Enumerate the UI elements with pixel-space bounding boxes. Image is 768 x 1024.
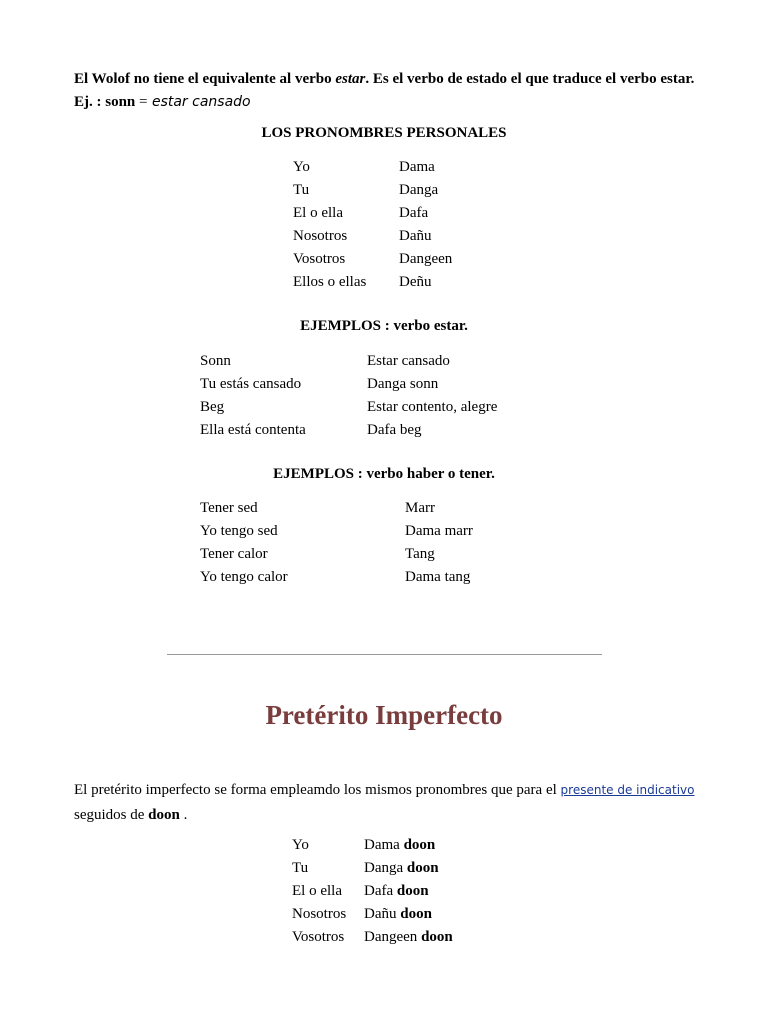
intro-text-2: . Es el verbo de estado el que traduce el verbo estar. Ej. : sonn bbox=[74, 71, 695, 110]
cell-left: Tener sed bbox=[200, 500, 258, 516]
cell-left: Tu bbox=[293, 182, 310, 198]
cell-right bbox=[405, 520, 473, 543]
para-bold-doon: doon bbox=[148, 807, 180, 823]
table-row bbox=[292, 857, 453, 880]
table-row bbox=[200, 350, 497, 373]
cell-right bbox=[399, 156, 452, 179]
cell-left: Vosotros bbox=[292, 929, 345, 945]
table-row bbox=[293, 271, 452, 294]
cell-left: Vosotros bbox=[293, 251, 346, 267]
cell-right-text: Dafa bbox=[364, 883, 397, 899]
cell-right-text: Danga sonn bbox=[367, 376, 439, 392]
presente-indicativo-link[interactable]: presente de indicativo bbox=[560, 783, 695, 797]
cell-right bbox=[367, 373, 497, 396]
para-text-2: seguidos de bbox=[74, 807, 149, 823]
examples-estar-heading: EJEMPLOS : verbo estar. bbox=[300, 318, 468, 334]
cell-left: El o ella bbox=[292, 883, 342, 899]
cell-right bbox=[364, 857, 453, 880]
table-row bbox=[200, 419, 497, 442]
cell-right-text: Marr bbox=[405, 500, 435, 516]
table-row bbox=[292, 926, 453, 949]
cell-left: Yo tengo calor bbox=[200, 569, 288, 585]
cell-left: Tu bbox=[292, 860, 309, 876]
cell-left: Yo bbox=[293, 159, 310, 175]
horizontal-divider bbox=[167, 654, 602, 655]
intro-italic-estar: estar bbox=[335, 71, 366, 87]
cell-right bbox=[367, 350, 497, 373]
cell-right-text: Dafa bbox=[399, 205, 429, 221]
imperfect-table bbox=[292, 834, 453, 949]
cell-suffix-doon: doon bbox=[400, 906, 432, 922]
section-title: Pretérito Imperfecto bbox=[265, 700, 503, 730]
table-row bbox=[293, 225, 452, 248]
cell-left: Sonn bbox=[200, 353, 231, 369]
intro-paragraph bbox=[74, 68, 714, 114]
table-row bbox=[293, 179, 452, 202]
cell-left: Yo tengo sed bbox=[200, 523, 278, 539]
cell-left: Tu estás cansado bbox=[200, 376, 302, 392]
table-row bbox=[293, 156, 452, 179]
cell-right-text: Dañu bbox=[364, 906, 401, 922]
intro-example: estar cansado bbox=[147, 94, 251, 110]
cell-suffix-doon: doon bbox=[403, 837, 436, 853]
cell-left: Beg bbox=[200, 399, 225, 415]
cell-left: Tener calor bbox=[200, 546, 268, 562]
cell-right bbox=[405, 566, 473, 589]
cell-suffix-doon: doon bbox=[406, 860, 439, 876]
imperfect-paragraph bbox=[74, 778, 714, 828]
cell-right-text: Dangeen bbox=[364, 929, 422, 945]
table-row bbox=[200, 543, 473, 566]
cell-left: Nosotros bbox=[293, 228, 348, 244]
cell-right bbox=[405, 497, 473, 520]
table-row bbox=[200, 566, 473, 589]
cell-right-text: Tang bbox=[405, 546, 435, 562]
pronouns-table bbox=[293, 156, 452, 294]
cell-left: El o ella bbox=[293, 205, 343, 221]
cell-suffix-doon: doon bbox=[421, 929, 453, 945]
para-text-3: . bbox=[179, 807, 188, 823]
table-row bbox=[293, 202, 452, 225]
cell-right bbox=[364, 880, 453, 903]
cell-right bbox=[399, 271, 452, 294]
cell-suffix-doon: doon bbox=[396, 883, 429, 899]
table-row bbox=[292, 880, 453, 903]
cell-right-text: Deñu bbox=[399, 274, 432, 290]
cell-right-text: Dafa beg bbox=[367, 422, 422, 438]
table-row bbox=[200, 373, 497, 396]
examples-haber-table bbox=[200, 497, 473, 589]
para-text-1: El pretérito imperfecto se forma empleamdo los mismos pronombres que para el bbox=[74, 782, 561, 798]
cell-left: Nosotros bbox=[292, 906, 347, 922]
cell-left: Ellos o ellas bbox=[293, 274, 367, 290]
examples-estar-table bbox=[200, 350, 497, 442]
cell-right bbox=[367, 396, 497, 419]
table-row bbox=[200, 497, 473, 520]
table-row bbox=[293, 248, 452, 271]
cell-right bbox=[399, 179, 452, 202]
cell-right bbox=[367, 419, 497, 442]
table-row bbox=[292, 834, 453, 857]
table-row bbox=[200, 520, 473, 543]
table-row bbox=[200, 396, 497, 419]
cell-right-text: Estar cansado bbox=[367, 353, 450, 369]
cell-right-text: Dangeen bbox=[399, 251, 453, 267]
cell-right bbox=[405, 543, 473, 566]
cell-right-text: Dama marr bbox=[405, 523, 473, 539]
cell-right-text: Dama bbox=[364, 837, 404, 853]
cell-right bbox=[364, 926, 453, 949]
cell-right bbox=[399, 202, 452, 225]
cell-left: Yo bbox=[292, 837, 309, 853]
cell-right-text: Estar contento, alegre bbox=[367, 399, 498, 415]
cell-right-text: Dama tang bbox=[405, 569, 471, 585]
pronouns-heading: LOS PRONOMBRES PERSONALES bbox=[261, 125, 507, 141]
cell-right bbox=[399, 225, 452, 248]
cell-right-text: Danga bbox=[364, 860, 407, 876]
intro-text-1: El Wolof no tiene el equivalente al verbo bbox=[74, 71, 336, 87]
cell-right-text: Danga bbox=[399, 182, 439, 198]
cell-right bbox=[364, 834, 453, 857]
intro-equals: = bbox=[139, 94, 148, 110]
cell-right bbox=[399, 248, 452, 271]
cell-left: Ella está contenta bbox=[200, 422, 306, 438]
cell-right-text: Dañu bbox=[399, 228, 432, 244]
cell-right bbox=[364, 903, 453, 926]
table-row bbox=[292, 903, 453, 926]
examples-haber-heading: EJEMPLOS : verbo haber o tener. bbox=[273, 466, 495, 482]
cell-right-text: Dama bbox=[399, 159, 435, 175]
